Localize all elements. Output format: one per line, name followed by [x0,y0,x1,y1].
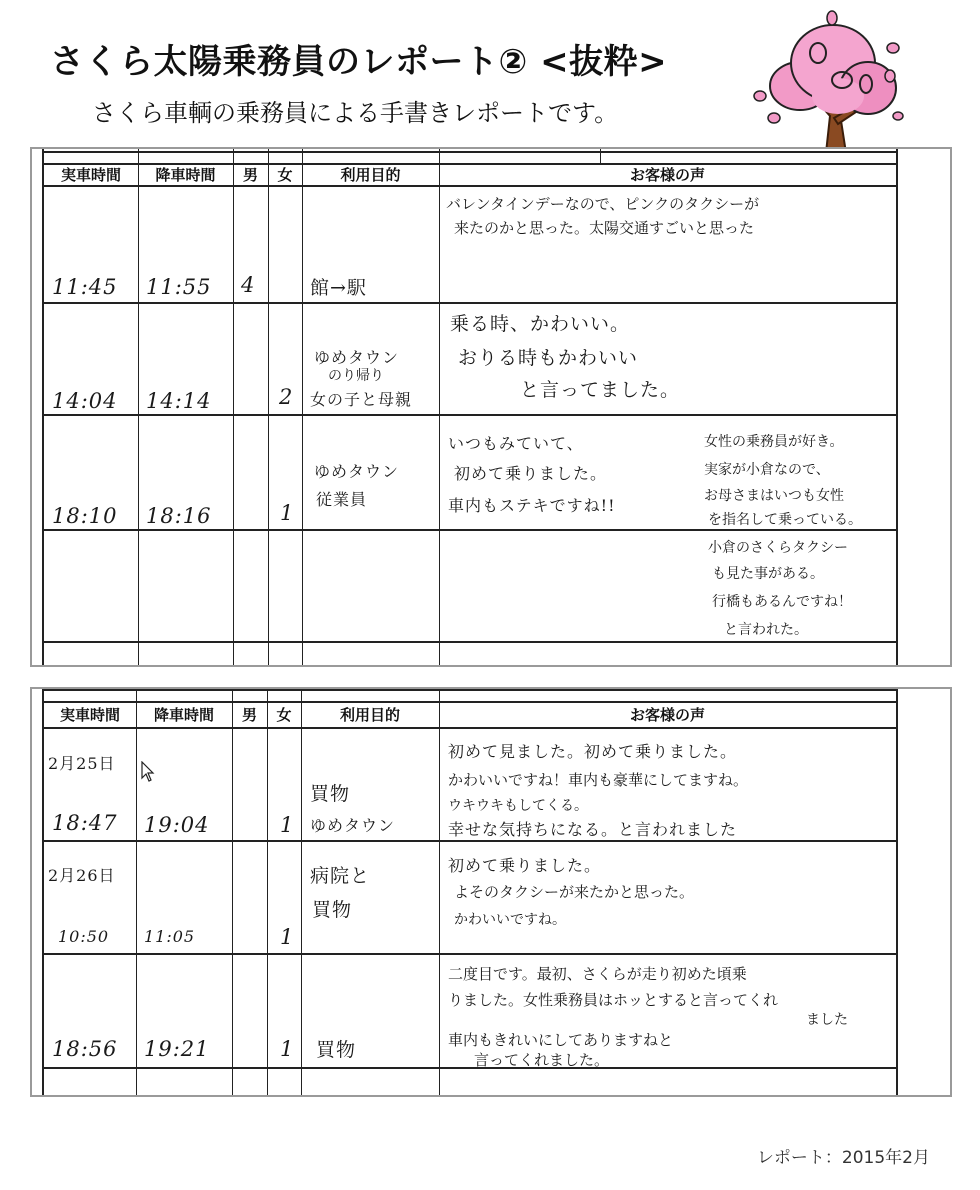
sakura-tree-illustration [738,8,908,153]
voice-line: 言ってくれました。 [474,1051,610,1069]
drop-time: 14:14 [146,389,212,413]
female-count: 1 [280,501,295,525]
voice-line: 車内もステキですね!! [448,496,616,515]
ride-date: 2月26日 [48,866,116,885]
voice-line: 初めて見ました。初めて乗りました。 [448,742,738,761]
purpose-line: 館→駅 [310,277,367,299]
drop-time: 18:16 [146,504,212,528]
header-voice: お客様の声 [629,166,705,184]
header-voice: お客様の声 [629,706,705,724]
voice-line: 幸せな気持ちになる。と言われました [448,820,738,839]
header-male: 男 [241,706,257,724]
header-purpose: 利用目的 [340,166,401,184]
voice-line: 初めて乗りました。 [448,856,602,875]
purpose-line: 女の子と母親 [310,390,413,409]
ride-time: 18:47 [52,811,118,835]
female-count: 1 [280,925,295,949]
purpose-line: 買物 [312,899,353,921]
voice-side-line: 行橋もあるんですね！ [712,594,852,610]
header-ride-time: 実車時間 [60,166,121,184]
female-count: 1 [280,813,295,837]
voice-line: バレンタインデーなので、ピンクのタクシーが [446,195,760,213]
ride-time: 10:50 [58,927,110,946]
page-title: さくら太陽乗務員のレポート② <抜粋> [50,42,668,82]
drop-time: 19:04 [144,813,210,837]
purpose-line: 病院と [310,865,371,887]
page-subtitle: さくら車輌の乗務員による手書きレポートです。 [92,99,619,127]
voice-line: 車内もきれいにしてありますねと [448,1031,674,1049]
drop-time: 11:55 [146,275,212,299]
voice-line: ウキウキもしてくる。 [448,798,588,814]
voice-side-line: と言われた。 [724,622,808,638]
voice-line: 二度目です。最初、さくらが走り初めた頃乗 [448,965,747,983]
voice-side-line: も見た事がある。 [712,566,824,582]
voice-line: おりる時もかわいい [458,347,639,369]
voice-side-line: お母さまはいつも女性 [704,488,844,504]
drop-time: 19:21 [144,1037,210,1061]
voice-side-line: を指名して乗っている。 [708,512,862,528]
header-male: 男 [242,166,258,184]
report-table-1 [42,149,898,665]
purpose-line: ゆめタウン [310,816,396,835]
voice-line: 初めて乗りました。 [454,464,608,483]
report-sheet-1 [30,147,952,667]
female-count: 2 [279,385,294,409]
report-table-2 [42,689,898,1095]
purpose-line: 買物 [316,1039,357,1061]
purpose-line: ゆめタウン [314,462,400,481]
ride-time: 11:45 [52,275,118,299]
voice-line: かわいいですね！車内も豪華にしてますね。 [448,771,749,789]
header-drop-time: 降車時間 [155,166,216,184]
header-female: 女 [276,706,292,724]
purpose-line: 買物 [310,783,351,805]
voice-side-line: 女性の乗務員が好き。 [704,434,844,450]
report-sheet-2 [30,687,952,1097]
drop-time: 11:05 [144,927,196,946]
ride-time: 14:04 [52,389,118,413]
ride-time: 18:10 [52,504,118,528]
voice-line: よそのタクシーが来たかと思った。 [454,883,695,901]
voice-line: いつもみていて、 [448,434,584,453]
voice-line: 来たのかと思った。太陽交通すごいと思った [454,219,755,237]
purpose-line: 従業員 [316,490,368,509]
female-count: 1 [280,1037,295,1061]
ride-date: 2月25日 [48,754,116,773]
ride-time: 18:56 [52,1037,118,1061]
voice-line: 乗る時、かわいい。 [450,313,631,335]
header-female: 女 [277,166,293,184]
voice-line: と言ってました。 [520,379,681,401]
mouse-pointer-icon [141,761,155,783]
header-purpose: 利用目的 [339,706,400,724]
voice-line: ました [806,1012,848,1028]
voice-line: りました。女性乗務員はホッとすると言ってくれ [448,991,779,1009]
voice-side-line: 実家が小倉なので、 [704,462,830,478]
male-count: 4 [241,273,256,297]
header-ride-time: 実車時間 [59,706,120,724]
purpose-line: ゆめタウン [314,348,400,367]
report-date-footer: レポート：2015年2月 [756,1148,930,1168]
header-drop-time: 降車時間 [153,706,214,724]
purpose-line: のり帰り [328,368,384,384]
voice-side-line: 小倉のさくらタクシー [708,540,848,556]
voice-line: かわいいですね。 [454,912,566,928]
